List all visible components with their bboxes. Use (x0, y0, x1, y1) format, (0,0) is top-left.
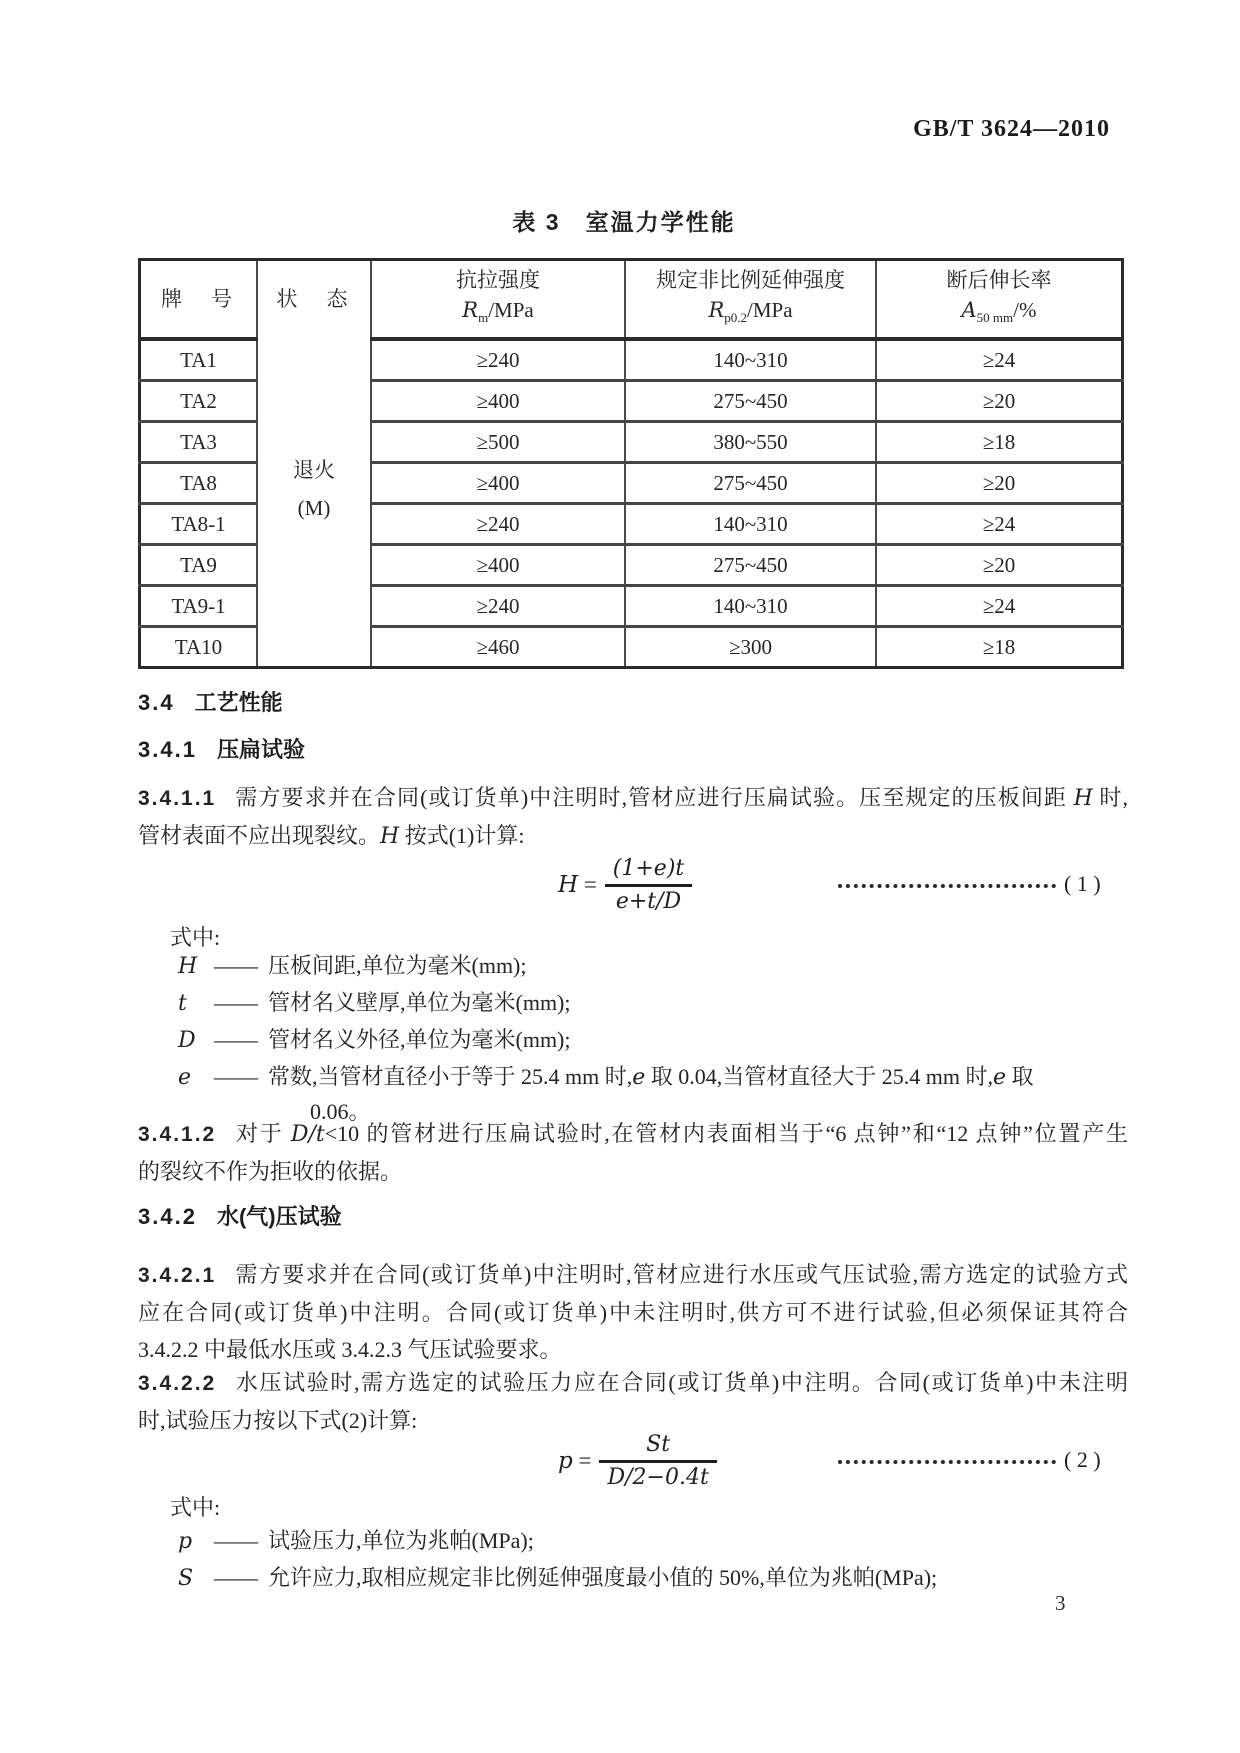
properties-table-wrap (138, 258, 1110, 669)
cell-elong: ≥20 (876, 463, 1123, 504)
definition-line: D —— 管材名义外径,单位为毫米(mm); (138, 1022, 1128, 1059)
col-header-grade: 牌 号 (140, 260, 258, 340)
tensile-unit: /MPa (488, 297, 534, 322)
state-column-cell (257, 260, 371, 668)
var-e: e (632, 1065, 646, 1090)
paragraph-3-4-2-1 (138, 1256, 1128, 1368)
doc-number: GB/T 3624—2010 (913, 116, 1110, 142)
cell-elong: ≥20 (876, 545, 1123, 586)
dotted-leader (838, 1449, 1056, 1464)
cell-grade: TA8 (140, 463, 258, 504)
fraction-denominator: e+t/D (615, 888, 682, 914)
def-symbol: e (178, 1065, 192, 1090)
fraction (605, 857, 692, 914)
cell-grade: TA10 (140, 627, 258, 668)
state-value (258, 451, 370, 527)
formula-1: H = $\frac{(1+e)t}{e+t/D}$ ( 1 ) (558, 855, 1101, 914)
var-D-over-t: D/t (290, 1122, 325, 1147)
col-header-tensile (371, 260, 625, 340)
paragraph-line: 的裂纹不作为拒收的依据。 (138, 1159, 403, 1184)
definition-line: t —— 管材名义壁厚,单位为毫米(mm); (138, 985, 1128, 1022)
cell-grade: TA9 (140, 545, 258, 586)
def-symbol: H (178, 954, 198, 979)
cell-grade: TA2 (140, 381, 258, 422)
var-e: e (993, 1065, 1007, 1090)
definition-line: e —— 常数,当管材直径小于等于 25.4 mm 时,e 取 0.04,当管材直径大于 25.4 mm 时,e 取 (138, 1059, 1128, 1096)
cell-tensile: ≥400 (371, 381, 625, 422)
section-title: 水(气)压试验 (216, 1204, 342, 1229)
cell-tensile: ≥240 (371, 339, 625, 381)
col-header-proof-name: 规定非比例延伸强度 (656, 267, 845, 292)
table-title: 表 3 室温力学性能 (512, 209, 736, 235)
definitions-list-1 (138, 948, 1128, 1128)
fraction-numerator: (1+e)t (605, 857, 692, 887)
cell-elong: ≥20 (876, 381, 1123, 422)
def-symbol: S (178, 1566, 194, 1591)
cell-tensile: ≥460 (371, 627, 625, 668)
page-number: 3 (1055, 1591, 1066, 1615)
cell-grade: TA3 (140, 422, 258, 463)
table-header-row (140, 260, 1123, 340)
cell-elong: ≥18 (876, 422, 1123, 463)
cell-proof: 380~550 (625, 422, 876, 463)
tensile-symbol: R (462, 297, 479, 322)
section-number: 3.4.2 (138, 1204, 197, 1229)
fraction-numerator: St (599, 1433, 716, 1463)
fraction (599, 1433, 716, 1490)
def-symbol: p (178, 1529, 193, 1554)
formula-2: p = $\frac{St}{D/2-0.4t}$ ( 2 ) (558, 1431, 1101, 1490)
cell-tensile: ≥400 (371, 463, 625, 504)
cell-elong: ≥24 (876, 339, 1123, 381)
cell-elong: ≥24 (876, 504, 1123, 545)
fraction-denominator: D/2−0.4t (607, 1464, 709, 1490)
proof-symbol: R (708, 297, 725, 322)
section-title: 工艺性能 (194, 690, 283, 715)
paragraph-line: 时,试验压力按以下式(2)计算: (138, 1408, 418, 1433)
dotted-leader (838, 873, 1056, 888)
cell-grade: TA1 (140, 339, 258, 381)
elong-symbol: A (961, 297, 977, 322)
state-value-line2: (M) (297, 496, 331, 520)
paragraph-line: 3.4.1.1 需方要求并在合同(或订货单)中注明时,管材应进行压扁试验。压至规定的压板间距 H 时, (138, 785, 1128, 811)
proof-unit: /MPa (747, 297, 793, 322)
paragraph-3-4-1-2 (138, 1115, 1128, 1190)
formula-tag: ( 2 ) (1064, 1447, 1101, 1472)
tensile-subscript: m (478, 310, 489, 326)
paragraph-line: 3.4.2.1 需方要求并在合同(或订货单)中注明时,管材应进行水压或气压试验,需方选定的试验方式 (138, 1262, 1128, 1287)
section-heading-3-4 (138, 686, 1128, 717)
col-header-elong (876, 260, 1123, 340)
formula-tag: ( 1 ) (1064, 871, 1101, 896)
state-value-line1: 退火 (293, 458, 335, 482)
paragraph-number: 3.4.1.2 (138, 1123, 217, 1146)
paragraph-number: 3.4.2.2 (138, 1372, 217, 1395)
cell-elong: ≥24 (876, 586, 1123, 627)
paragraph-line: 管材表面不应出现裂纹。H 按式(1)计算: (138, 823, 525, 849)
definition-continuation: 0.06。 (310, 1099, 371, 1124)
col-header-proof (625, 260, 876, 340)
cell-proof: 275~450 (625, 463, 876, 504)
where-label: 式中: (170, 925, 221, 950)
properties-table (138, 258, 1124, 669)
cell-tensile: ≥500 (371, 422, 625, 463)
col-header-tensile-name: 抗拉强度 (456, 267, 540, 292)
elong-unit: /% (1013, 297, 1037, 322)
section-title: 压扁试验 (216, 737, 305, 762)
col-header-elong-name: 断后伸长率 (946, 267, 1052, 292)
where-label: 式中: (170, 1495, 221, 1520)
formula-lhs: p (558, 1448, 573, 1474)
paragraph-line: 应在合同(或订货单)中注明。合同(或订货单)中未注明时,供方可不进行试验,但必须保证其符合 (138, 1300, 1128, 1325)
cell-tensile: ≥240 (371, 504, 625, 545)
cell-grade: TA9-1 (140, 586, 258, 627)
section-number: 3.4 (138, 690, 175, 715)
cell-proof: ≥300 (625, 627, 876, 668)
cell-tensile: ≥240 (371, 586, 625, 627)
definitions-list-2 (138, 1523, 1128, 1597)
cell-proof: 140~310 (625, 339, 876, 381)
paragraph-number: 3.4.1.1 (138, 787, 217, 810)
def-symbol: D (178, 1028, 196, 1053)
paragraph-line: 3.4.2.2 中最低水压或 3.4.2.3 气压试验要求。 (138, 1337, 562, 1362)
cell-elong: ≥18 (876, 627, 1123, 668)
definition-line: H —— 压板间距,单位为毫米(mm); (138, 948, 1128, 985)
cell-grade: TA8-1 (140, 504, 258, 545)
cell-tensile: ≥400 (371, 545, 625, 586)
formula-lhs: H (558, 872, 579, 898)
definition-line: p —— 试验压力,单位为兆帕(MPa); (138, 1523, 1128, 1560)
paragraph-line: 3.4.2.2 水压试验时,需方选定的试验压力应在合同(或订货单)中注明。合同(或订货单)中未注明 (138, 1370, 1128, 1395)
var-H: H (1073, 786, 1093, 811)
cell-proof: 275~450 (625, 545, 876, 586)
paragraph-3-4-2-2 (138, 1364, 1128, 1439)
paragraph-number: 3.4.2.1 (138, 1264, 217, 1287)
section-number: 3.4.1 (138, 737, 197, 762)
paragraph-3-4-1-1 (138, 779, 1128, 855)
definition-line: S —— 允许应力,取相应规定非比例延伸强度最小值的 50%,单位为兆帕(MPa); (138, 1560, 1128, 1597)
elong-subscript: 50 mm (976, 310, 1014, 326)
paragraph-line: 3.4.1.2 对于 D/t<10 的管材进行压扁试验时,在管材内表面相当于“6 点钟”和“12 点钟”位置产生 (138, 1121, 1128, 1147)
section-heading-3-4-1 (138, 733, 1128, 764)
var-H: H (380, 824, 400, 849)
proof-subscript: p0.2 (724, 310, 748, 326)
cell-proof: 140~310 (625, 504, 876, 545)
def-symbol: t (178, 991, 187, 1016)
section-heading-3-4-2 (138, 1200, 1128, 1231)
cell-proof: 140~310 (625, 586, 876, 627)
cell-proof: 275~450 (625, 381, 876, 422)
col-header-state: 状 态 (276, 287, 352, 311)
